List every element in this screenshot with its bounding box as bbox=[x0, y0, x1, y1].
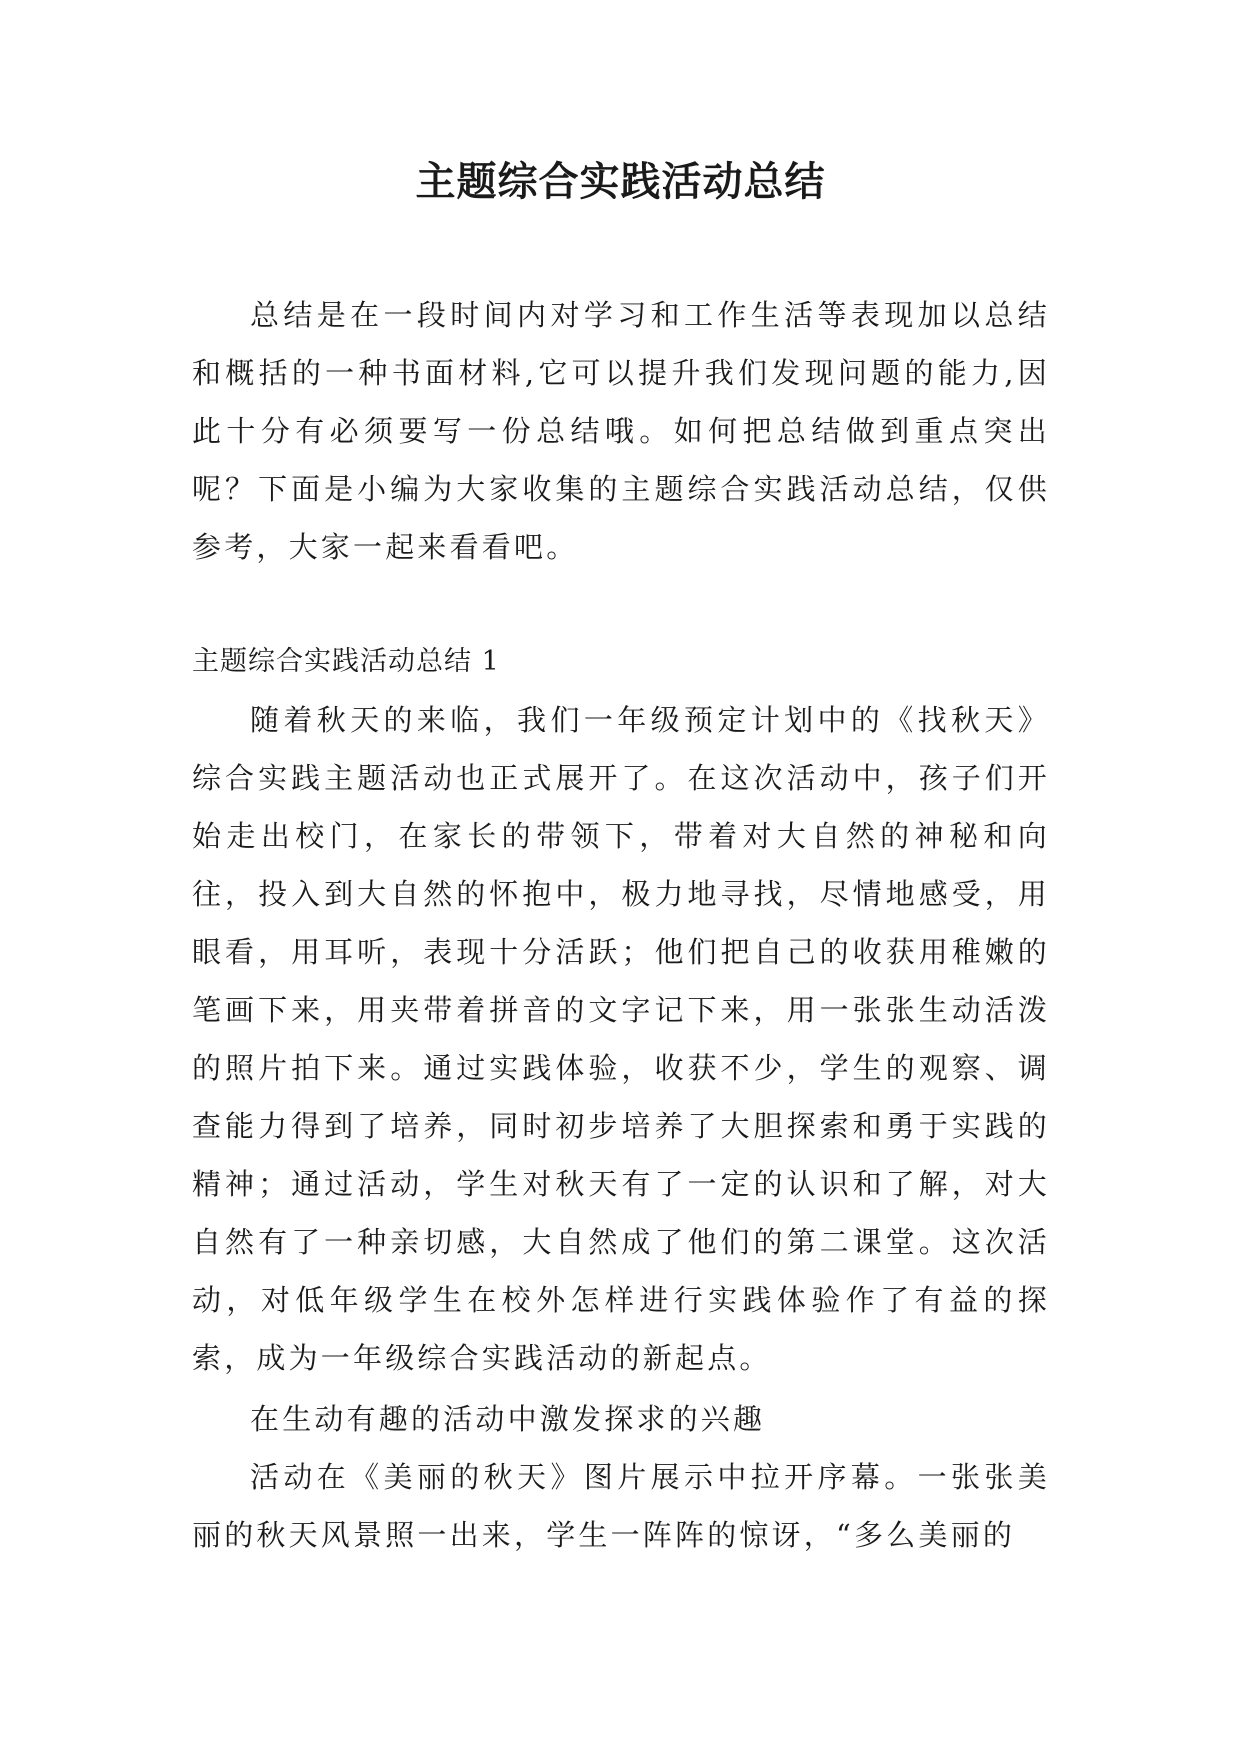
body-paragraph: 活动在《美丽的秋天》图片展示中拉开序幕。一张张美丽的秋天风景照一出来，学生一阵阵的惊讶，“多么美丽的 bbox=[192, 1460, 1050, 1552]
body-paragraph: 随着秋天的来临，我们一年级预定计划中的《找秋天》综合实践主题活动也正式展开了。在这次活动中，孩子们开始走出校门，在家长的带领下，带着对大自然的神秘和向往，投入到大自然的怀抱中，极力地寻找，尽情地感受，用眼看，用耳听，表现十分活跃；他们把自己的收获用稚嫩的笔画下来，用夹带着拼音的文字记下来，用一张张生动活泼的照片拍下来。通过实践体验，收获不少，学生的观察、调查能力得到了培养，同时初步培养了大胆探索和勇于实践的精神；通过活动，学生对秋天有了一定的认识和了解，对大自然有了一种亲切感，大自然成了他们的第二课堂。这次活动，对低年级学生在校外怎样进行实践体验作了有益的探索，成为一年级综合实践活动的新起点。 bbox=[192, 703, 1050, 1375]
sub-heading: 在生动有趣的活动中激发探求的兴趣 bbox=[250, 1402, 766, 1436]
intro-paragraph: 总结是在一段时间内对学习和工作生活等表现加以总结和概括的一种书面材料,它可以提升我们发现问题的能力,因此十分有必须要写一份总结哦。如何把总结做到重点突出呢？下面是小编为大家收集的主题综合实践活动总结，仅供参考，大家一起来看看吧。 bbox=[192, 298, 1050, 564]
section-heading: 主题综合实践活动总结 1 bbox=[192, 646, 500, 677]
document-title: 主题综合实践活动总结 bbox=[415, 158, 826, 205]
